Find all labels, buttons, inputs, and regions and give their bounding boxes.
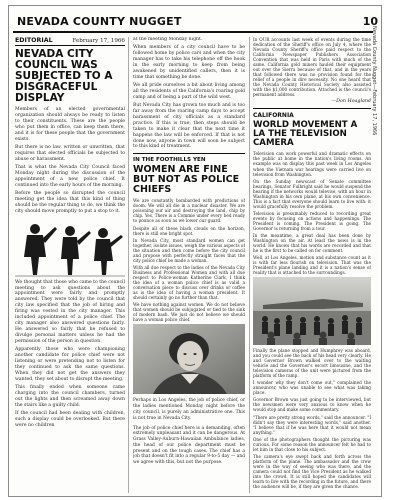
editorial-column <box>15 37 125 493</box>
story-paragraph: Despite all of these black clouds on the horizon, there is still one bright spot. <box>133 225 245 236</box>
editorial-label: EDITORIAL <box>15 37 53 44</box>
story-tag: CALIFORNIA <box>253 112 294 120</box>
story-paragraph: Television can work powerful and dramatic effects on the public at home in the nation's living rooms. An example was on display this past week in Los Angeles when the Vietnam war hearings were carried live on television from Washington. <box>253 151 371 177</box>
correction-note: In OUR accounts last week of events during the time dedication of the Sheriff's office on July 4, where the Nevada County Sheriff's office paid respect to the California Newspaper Publishers Association Convention that was held in Paris with much of the same. California gold miners hauled their equipment out over the Sierra because of that, and in the years that followed there was no provision found for the relief of a people in dire necessity. No one heard that the Nevada County Historical Society also assisted with the $1,000 contribution. Attached is the council's permanent address. <box>253 37 371 98</box>
photo-caption-more: The job of police chief here is a demanding, often extremely unpleasant and it can be dangerous. At Grass Valley-Auburn-Hawaiian Ambulance ladies, the head of our police department must be present and on the tough cases. The chief has a job that doesn't fit into a regular 9-to-5 day — and we agree with this, but not the purpose. <box>133 425 245 466</box>
editorial-paragraph: If the council had been dealing with children, such a display could be overlooked. But there were no children <box>15 410 125 428</box>
television-headline: WORLD MOVEMENT A LA THE TELEVISION CAMERA <box>253 120 358 149</box>
editorial-paragraph: But there is no law, written or unwritten, that requires that elected officials be subjected to abuse or harassment. <box>15 144 125 162</box>
editorial-paragraph: That is what the Nevada City Council faced Monday night during the discussion of the appointment of a new police chief. It continued into the early hours of the morning. <box>15 164 125 188</box>
masthead-title: NEVADA COUNTY NUGGET <box>17 15 182 28</box>
editorial-paragraph: Members of an elected governmental organization should always be ready to listen to their constituents. These are the people who put them in office, can keep them there, and it is for these people that the government exists. <box>15 107 125 142</box>
editorial-paragraph: This finally ended when someone came charging into the council chambers, turned out the lights and then screamed away down the stairs like a guilty child. <box>15 385 125 408</box>
photo-caption: Perhaps in Los Angeles, the job of police chief, or the ladies mentioned Monday night before the city council, is purely an administrative one. This is not true in Nevada City. <box>133 398 245 421</box>
story-paragraph: The camera's eye swept back and forth across the platform of the plane. The ambassador and the crew were in the way of seeing who was there, and the camera could not find the Vice President as he walked into the crowd. It is still hoped the candidates will learn to live with the recording in the future, and there the audience will be, if they are given the chance. <box>253 453 371 489</box>
story-paragraph: We are constantly bombarded with predictions of doom. We will all die in a nuclear disaster. We are poisoning our air and destroying the land, chip by chip. Yes, There is a Commie under every bed ready to pounce as soon as we lower our guard. <box>133 198 245 224</box>
story-paragraph: I wonder why they don't come out," complained the announcer, who was unable to see what was taking place. <box>253 380 371 396</box>
story-paragraph: On the Sunday newscast of Senate committee hearings, Senator Fulbright said he would suspend the hearing if the networks would televise, with an hour in Washington in his own plane, at his own convenience. This is a fact that everyone should learn to live with: it would gracefully resolve the problem. <box>253 178 371 209</box>
story-paragraph: We have nothing against women. We do not believe that women should be subjugated or tied to the sink of modern bash. We just do not believe we should have a woman police chief. <box>133 301 245 323</box>
story-paragraph: "There are pretty strong words," said the announcer. "I didn't say they were interesting words," said another. "I believe that if he was here that it would not mean anything." <box>253 414 371 435</box>
section-rule <box>253 108 371 109</box>
story-paragraph: Well, at Los Angeles, motion and substance count as it is with far less flourish on television. That was the President's plane landing and it is a nation's sense of reality that is attached to the surroundings. <box>253 255 371 276</box>
right-column <box>253 37 371 493</box>
page-number: 10 <box>362 15 378 28</box>
editorial-paragraph: When members of a city council have to be followed home by police cars and when the city manager has to take his telephone off the hook in the early morning to keep from being awakened by unidentified callers, then it is time that something be done. <box>133 44 245 80</box>
story-paragraph: With all due respect to the ladies of the Nevada City Business and Professional Women and with all due respect to Police-woman Katherine Clark, I think the idea of a woman police chief is as valid a conversation piece to discuss over drinks or coffee as is the idea of having a woman president. It should certainly go no further than that. <box>133 264 245 300</box>
masthead-rule <box>13 31 373 33</box>
newspaper-page <box>8 5 382 497</box>
column-divider <box>249 37 250 493</box>
story-paragraph: Governor Brown was just going to be interviewed, but the newsmen were very anxious to know when he would stop and make some commentary. <box>253 397 371 413</box>
editorial-paragraph: We all pride ourselves a bit about living among all the residents of the California's roaring gold camp and of being a part of the wild west. <box>133 82 245 100</box>
story-paragraph: Television is presumably reduced to recording great events by focusing on actions and happenings. The President is coming. The President is going. The Governor is returning from a tour. <box>253 210 371 231</box>
section-rule <box>133 153 245 154</box>
spine-text: Nevada County Nugget—February 17, 1966 <box>371 26 377 136</box>
editorial-paragraph: Apparently those who were championing another candidate for police chief were not listening or were pretending not to listen for they continued to ask the same questions. When they did not get the answers they wanted, they set about to disrupt the meeting. <box>15 347 125 383</box>
middle-column <box>133 37 245 493</box>
editorial-continued: at the meeting Monday night. <box>133 37 203 42</box>
editorial-headline: NEVADA CITY COUNCIL WAS SUBJECTED TO A DISGRACEFUL DISPLAY <box>15 48 113 105</box>
story-paragraph: In the meantime, a great deal has been done by Washington on the air. At least the news is in the world. He knows that his words are recorded and that he is the first to be called on for comment. <box>253 232 371 253</box>
masthead <box>13 14 379 30</box>
story-paragraph: In Nevada City, most standard women can get together, isolate issues, weigh the various aspects of the situation and then come before the city council and propose with perfectly straight faces that the city police chief be made a woman. <box>133 237 245 263</box>
story-paragraph: One of the photographers thought the picturing was curious. For some reason the announcer felt he had to let him in that close to his subject. <box>253 436 371 452</box>
story-paragraph: Finally the plane stopped and Humphrey was aboard, and you could see the back of his head very clearly. He and Governor Brown walked over to the waiting vehicle and the Governor's escort limousine, and the television cameras of the unit were pictured from the platform of the ramp. <box>253 348 371 379</box>
woman-portrait-photo <box>133 324 245 394</box>
women-headline: WOMEN ARE FINE BUT NOT AS POLICE CHIEFS <box>133 164 240 196</box>
editorial-cartoon <box>15 217 125 277</box>
editorial-date: February 17, 1966 <box>72 38 125 44</box>
column-divider <box>128 37 129 493</box>
story-tag: IN THE FOOTHILLS YEN <box>133 157 206 164</box>
editorial-paragraph: Before the people so disrupted the council meeting get the idea that this kind of thing should be the regular thing to do, we think the city should move promptly to put a stop to it. <box>15 190 125 214</box>
editorial-paragraph: But Nevada City has grown too much and is too far away from the roaring camp days to accept harassment of city officials as a standard practice. If this is true, then steps should be taken to make it clear that the next time it happens the law will be enforced. If that is not done now, anyone in town will soon be subject to this kind of treatment. <box>133 102 245 150</box>
spine-date <box>371 26 381 146</box>
byline: —Don Hoagland <box>331 99 371 105</box>
editorial-paragraph: We thought that those who came to the council meeting to ask questions about the appointment were fairly and promptly answered. They were told by the council that city law specified that the job of hiring and firing was vested in the city manager. This included appointment of a police chief. The city manager also answered questions fairly. He answered so fairly that he refused to divulge personal matters unless he had the permission of the person in question. <box>15 279 125 345</box>
crowd-on-tarmac-photo <box>253 277 371 345</box>
